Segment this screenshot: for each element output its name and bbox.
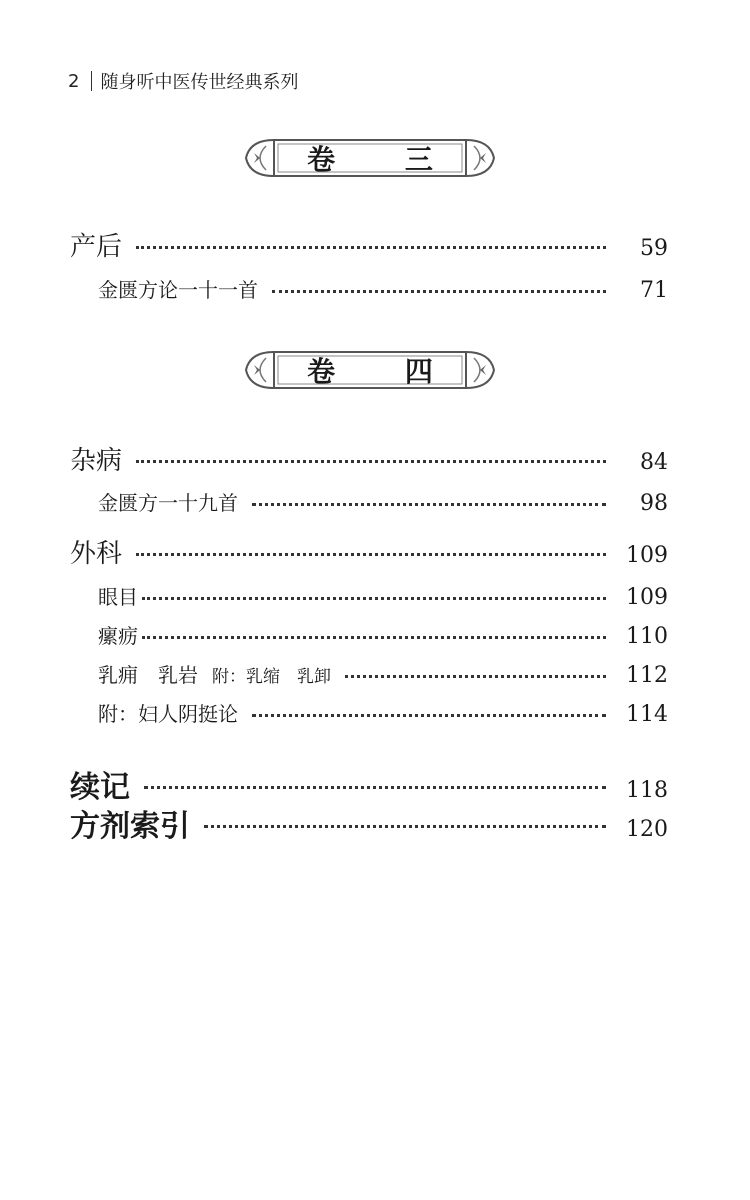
toc-page-number: 84 xyxy=(640,450,668,475)
series-title: 随身听中医传世经典系列 xyxy=(100,72,299,93)
leader-dots xyxy=(272,290,606,293)
toc-entry-label: 产后 xyxy=(70,232,123,262)
toc-page-number: 118 xyxy=(626,778,668,803)
leader-dots xyxy=(252,503,606,506)
toc-page-number: 114 xyxy=(626,702,668,727)
toc-entry-main: 乳痈 乳岩 xyxy=(98,663,198,687)
toc-page-number: 71 xyxy=(640,278,668,303)
toc-entry-label: 杂病 xyxy=(70,446,123,476)
leader-dots xyxy=(142,636,606,639)
toc-entry-label: 附：妇人阴挺论 xyxy=(98,702,238,726)
toc-entry-label: 瘰疬 xyxy=(98,624,138,648)
toc-page-number: 112 xyxy=(626,663,668,688)
leader-dots xyxy=(136,553,606,556)
toc-entry-label: 金匮方一十九首 xyxy=(98,491,238,515)
toc-page-number: 109 xyxy=(626,585,668,610)
header-divider xyxy=(91,71,92,91)
toc-page-number: 109 xyxy=(626,543,668,568)
leader-dots xyxy=(345,675,606,678)
toc-entry-label: 方剂索引 xyxy=(70,809,190,844)
toc-entry[interactable] xyxy=(0,226,750,263)
toc-entry[interactable] xyxy=(0,762,750,806)
toc-entry-label: 外科 xyxy=(70,539,123,569)
toc-page-number: 98 xyxy=(640,491,668,516)
toc-entry[interactable] xyxy=(0,620,750,649)
toc-entry[interactable] xyxy=(0,801,750,845)
toc-entry[interactable] xyxy=(0,440,750,477)
toc-page-number: 110 xyxy=(626,624,668,649)
toc-entry[interactable] xyxy=(0,698,750,727)
page-number: 2 xyxy=(68,70,80,92)
leader-dots xyxy=(142,597,606,600)
leader-dots xyxy=(136,460,606,463)
leader-dots xyxy=(136,246,606,249)
leader-dots xyxy=(204,825,606,828)
toc-entry-label: 续记 xyxy=(70,770,130,805)
volume-title: 卷 三 xyxy=(307,143,463,176)
toc-entry[interactable] xyxy=(0,533,750,570)
toc-entry-label: 金匮方论一十一首 xyxy=(98,278,258,302)
volume-banner-4 xyxy=(238,348,502,392)
volume-banner-3 xyxy=(238,136,502,180)
toc-page-number: 120 xyxy=(626,817,668,842)
toc-entry[interactable] xyxy=(0,274,750,303)
volume-title: 卷 四 xyxy=(307,355,463,388)
toc-entry-label xyxy=(98,659,331,688)
leader-dots xyxy=(252,714,606,717)
running-header xyxy=(68,68,298,94)
toc-entry[interactable] xyxy=(0,581,750,610)
toc-entry[interactable] xyxy=(0,659,750,688)
toc-page-number: 59 xyxy=(640,236,668,261)
leader-dots xyxy=(144,786,606,789)
toc-entry[interactable] xyxy=(0,487,750,516)
toc-entry-label: 眼目 xyxy=(98,585,138,609)
toc-entry-note: 附：乳缩 乳卸 xyxy=(212,667,331,687)
